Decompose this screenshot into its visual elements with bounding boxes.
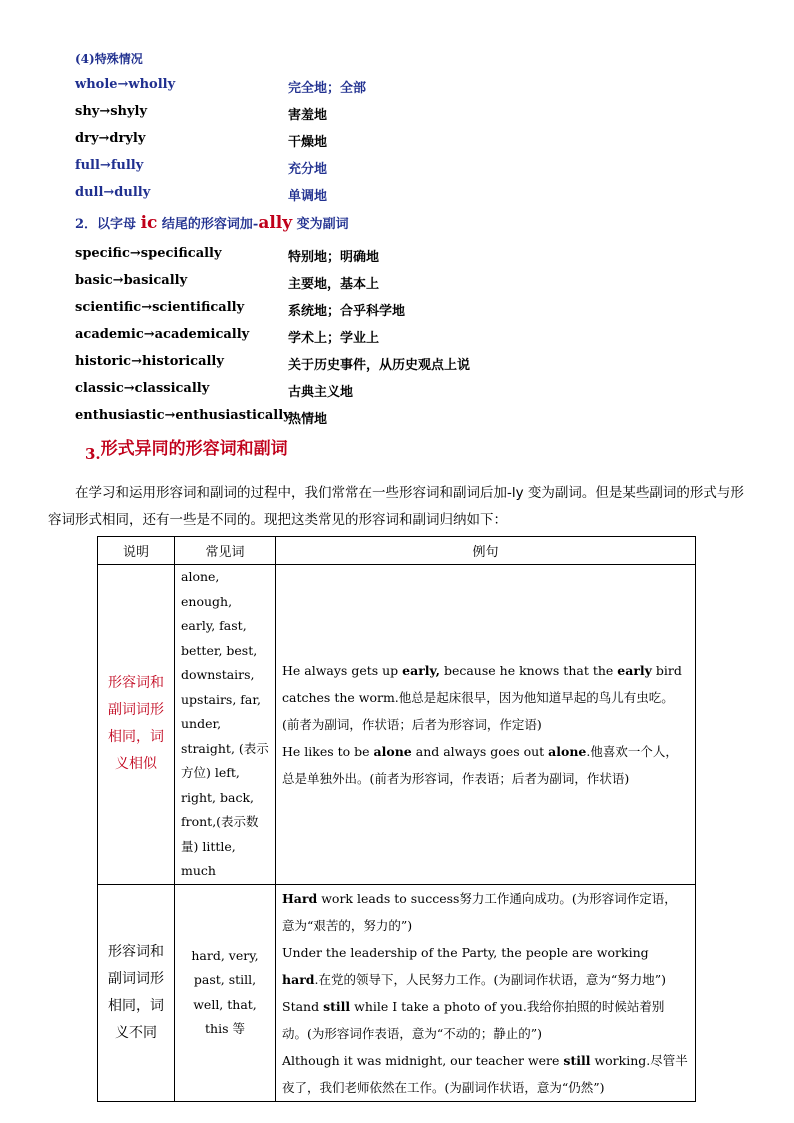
- example-text: working.尽管半夜了，我们老师依然在工作。(为副词作状语，意为“仍然”): [282, 1052, 688, 1095]
- list-item-zh: 特别地；明确地: [288, 250, 380, 265]
- list-item-en: shy→shyly: [75, 104, 148, 119]
- example-text: because he knows that the: [439, 662, 618, 678]
- example-sentence: [282, 885, 689, 939]
- example-text: and always goes out: [411, 743, 549, 759]
- list-item-zh: 古典主义地: [288, 385, 354, 400]
- list-item-zh: 单调地: [288, 189, 328, 204]
- section3-num: 3.: [85, 445, 101, 463]
- example-sentence: [282, 738, 689, 792]
- section4-title: (4)特殊情况: [75, 52, 143, 66]
- section2-title: [75, 213, 349, 233]
- example-text: Although it was midnight, our teacher were: [282, 1052, 564, 1068]
- section2-title-ic: ic: [140, 213, 158, 233]
- example-sentence: [282, 993, 689, 1047]
- example-sentence: [282, 657, 689, 738]
- example-keyword: still: [563, 1052, 591, 1068]
- list-item-zh: 害羞地: [288, 108, 328, 123]
- example-keyword: alone: [548, 743, 587, 759]
- table-row: [98, 884, 696, 1101]
- section3-paragraph: [48, 480, 750, 534]
- list-item-en: classic→classically: [75, 381, 210, 396]
- example-text: work leads to success努力工作通向成功。(为形容词作定语，意为“艰苦的，努力的”): [282, 890, 677, 933]
- header-words: 常见词: [175, 537, 276, 565]
- list-item-en: historic→historically: [75, 354, 224, 369]
- row-desc: 形容词和副词词形相同，词义不同: [98, 884, 175, 1101]
- example-sentence: [282, 1047, 689, 1101]
- list-item-en: academic→academically: [75, 327, 250, 342]
- section3-title: [85, 434, 288, 463]
- example-keyword: early: [617, 662, 652, 678]
- list-item-zh: 系统地；合乎科学地: [288, 304, 406, 319]
- example-text: Stand: [282, 998, 324, 1014]
- example-text: He always gets up: [282, 662, 403, 678]
- example-keyword: alone: [373, 743, 412, 759]
- section3-title-text: 形式异同的形容词和副词: [100, 439, 288, 459]
- list-item-zh: 学术上；学业上: [288, 331, 380, 346]
- list-item-en: dull→dully: [75, 185, 151, 200]
- section2-title-ally: ally: [258, 213, 293, 233]
- comparison-table: [97, 536, 696, 1102]
- list-item-en: scientific→scientifically: [75, 300, 245, 315]
- list-item-en: specific→specifically: [75, 246, 222, 261]
- example-sentence: [282, 939, 689, 993]
- section2-title-mid: 结尾的形容词加-: [157, 217, 259, 232]
- list-item-zh: 完全地；全部: [288, 81, 367, 96]
- list-item-en: dry→dryly: [75, 131, 146, 146]
- row-examples: [276, 884, 696, 1101]
- list-item-zh: 干燥地: [288, 135, 328, 150]
- table-header-row: [98, 537, 696, 565]
- list-item-zh: 主要地，基本上: [288, 277, 380, 292]
- section2-title-pre: 2．以字母: [75, 217, 141, 232]
- example-keyword: hard: [282, 971, 315, 987]
- list-item-en: basic→basically: [75, 273, 188, 288]
- row-words: hard, very, past, still, well, that, this 等: [175, 884, 276, 1101]
- list-item-en: full→fully: [75, 158, 144, 173]
- list-item-en: enthusiastic→enthusiastically: [75, 408, 291, 423]
- example-keyword: Hard: [282, 890, 318, 906]
- row-examples: [276, 565, 696, 885]
- example-text: Under the leadership of the Party, the people are working: [282, 944, 649, 960]
- section2-title-post: 变为副词: [292, 217, 349, 232]
- row-words: alone, enough, early, fast, better, best, downstairs, upstairs, far, under, straight, (表示方位) left, right, back, front,(表示数量) little, much: [175, 565, 276, 885]
- example-keyword: still: [323, 998, 351, 1014]
- list-item-zh: 充分地: [288, 162, 328, 177]
- example-text: .他喜欢一个人，总是单独外出。(前者为形容词，作表语；后者为副词，作状语): [282, 743, 678, 786]
- paragraph-text: 在学习和运用形容词和副词的过程中，我们常常在一些形容词和副词后加-ly 变为副词。但是某些副词的形式与形容词形式相同，还有一些是不同的。现把这类常见的形容词和副词归纳如下：: [48, 485, 744, 528]
- example-keyword: early,: [402, 662, 440, 678]
- header-desc: 说明: [98, 537, 175, 565]
- example-text: while I take a photo of you.我给你拍照的时候站着别动。(为形容词作表语，意为“不动的；静止的”): [282, 998, 665, 1041]
- list-item-zh: 热情地: [288, 412, 328, 427]
- list-item-zh: 关于历史事件，从历史观点上说: [288, 358, 471, 373]
- example-text: bird catches the worm.他总是起床很早，因为他知道早起的鸟儿有虫吃。(前者为副词，作状语；后者为形容词，作定语): [282, 662, 682, 732]
- header-examples: 例句: [276, 537, 696, 565]
- table-row: [98, 565, 696, 885]
- list-item-en: whole→wholly: [75, 77, 176, 92]
- row-desc: 形容词和副词词形相同，词义相似: [98, 565, 175, 885]
- example-text: He likes to be: [282, 743, 374, 759]
- example-text: .在党的领导下，人民努力工作。(为副词作状语，意为“努力地”): [314, 971, 667, 987]
